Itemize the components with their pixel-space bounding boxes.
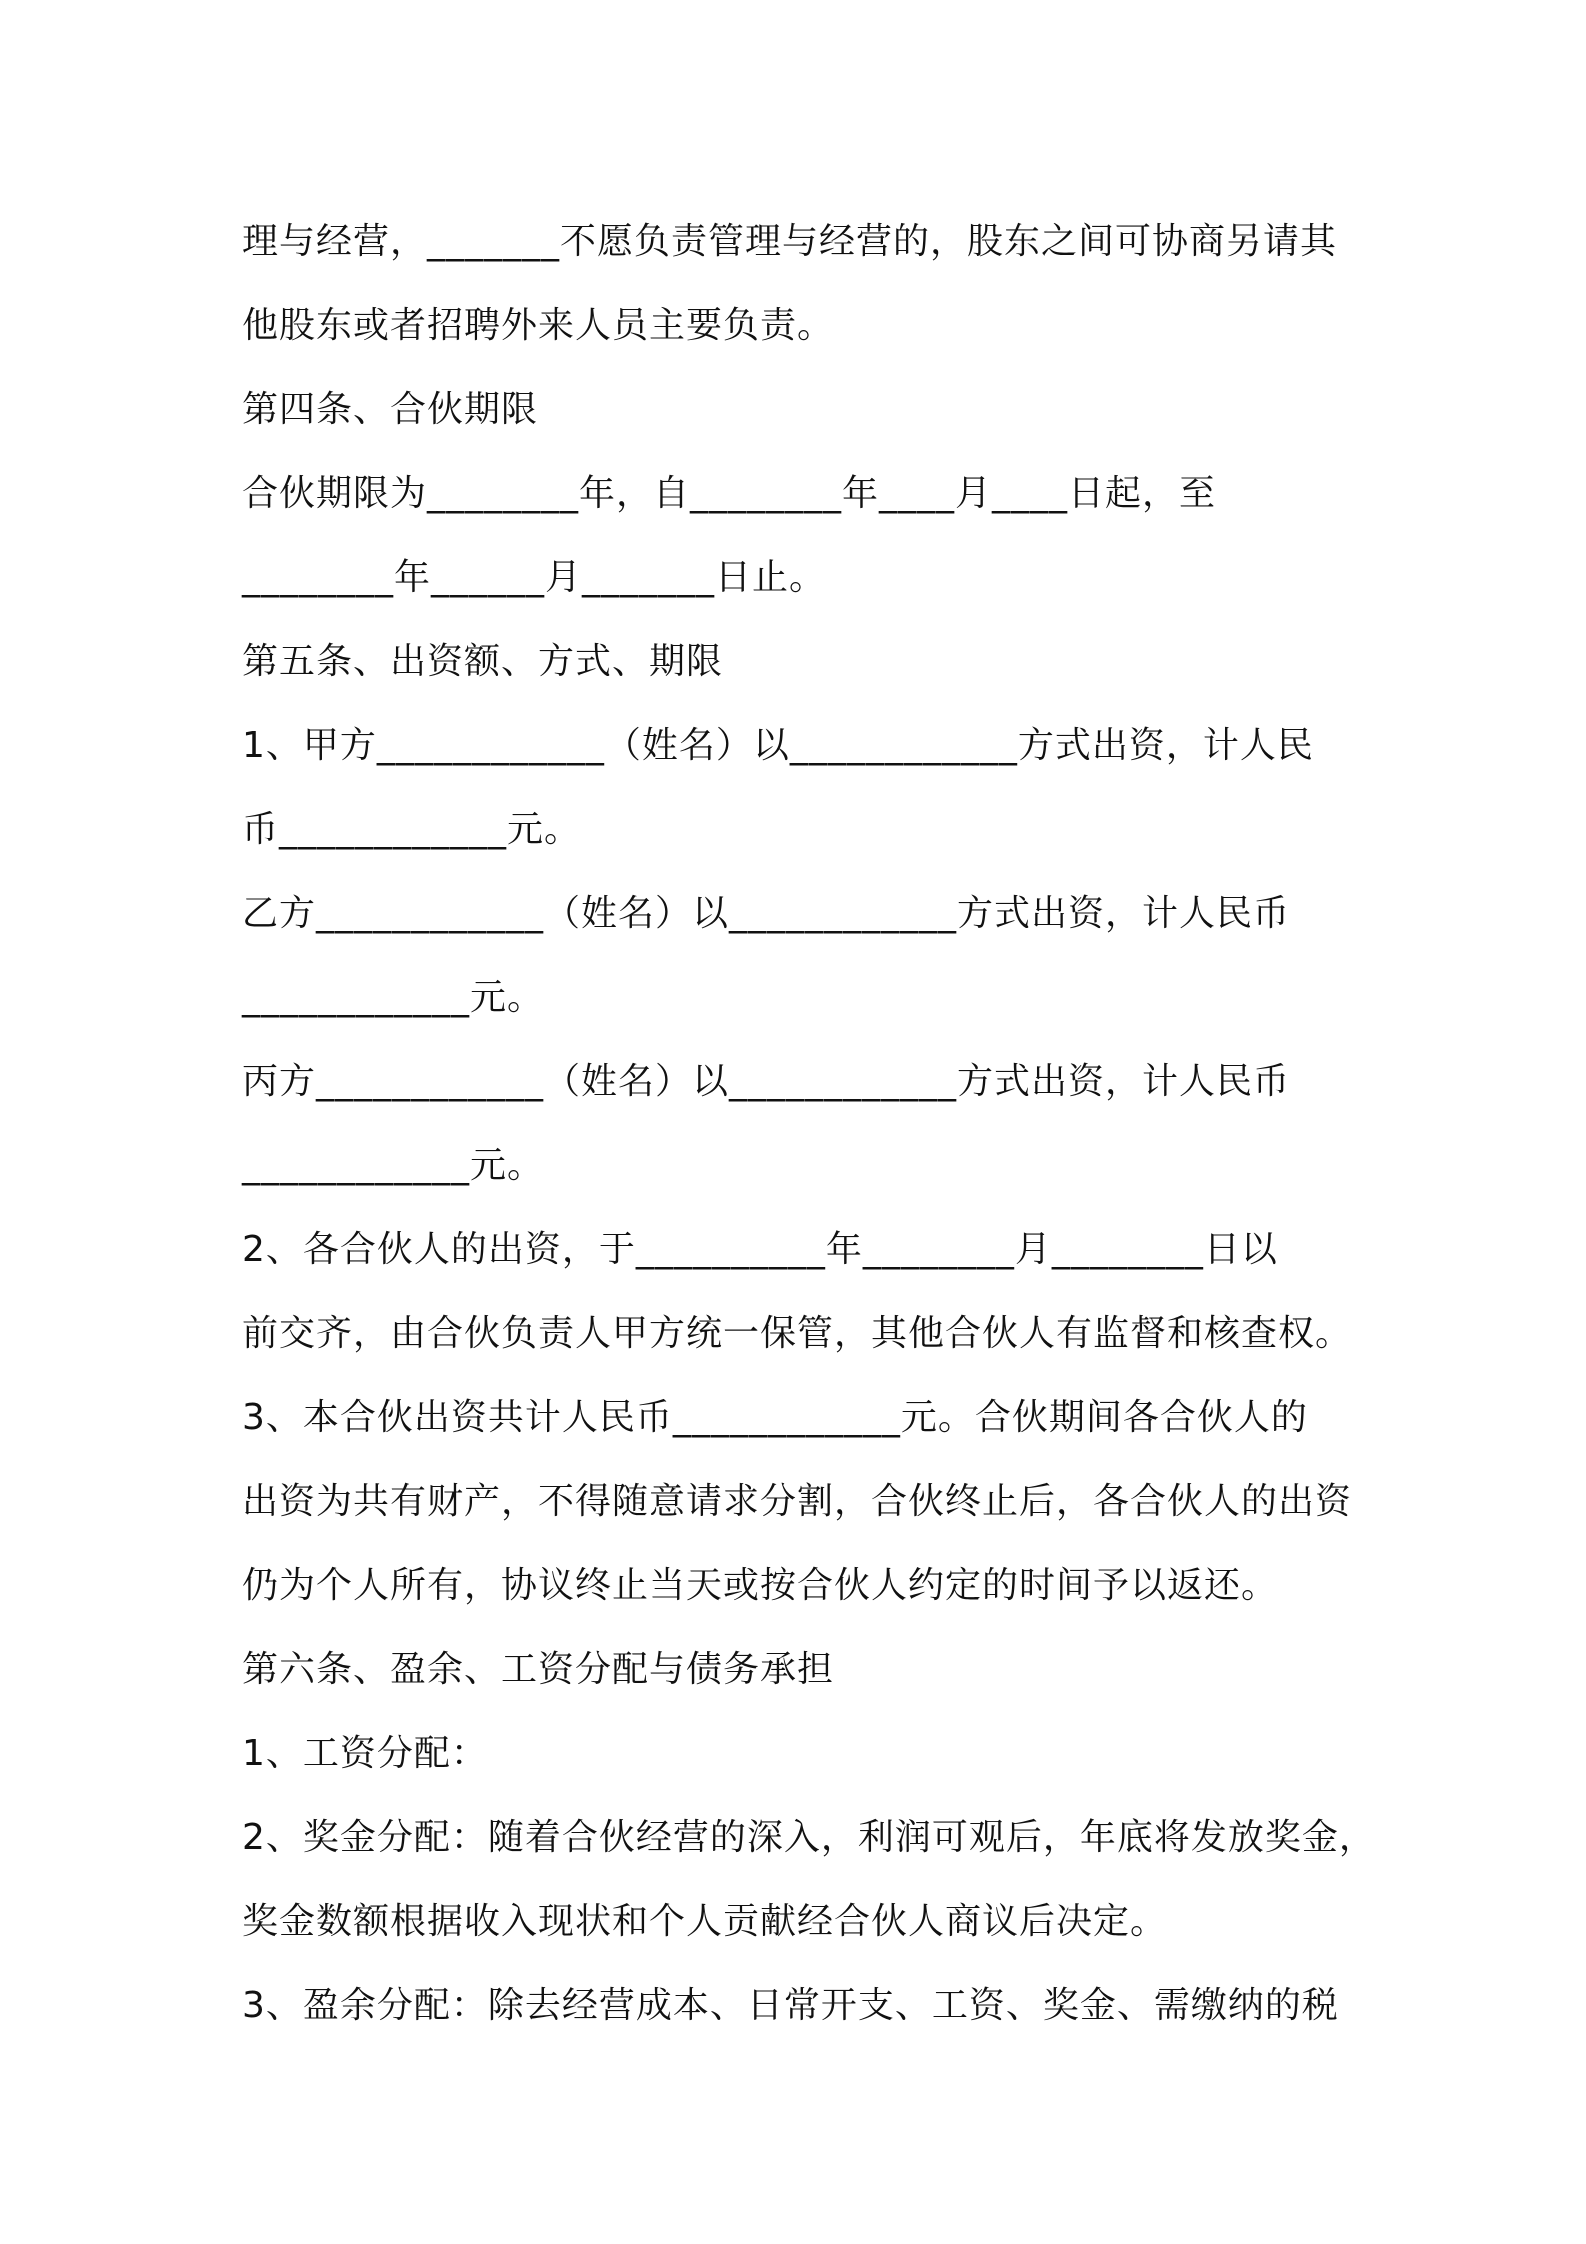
text-line: 乙方____________（姓名）以____________方式出资，计人民币: [242, 893, 1291, 934]
text-line: ____________元。: [242, 977, 545, 1018]
section-heading: 第四条、合伙期限: [242, 389, 539, 430]
text-line: 丙方____________（姓名）以____________方式出资，计人民币: [242, 1061, 1291, 1102]
text-line: 奖金数额根据收入现状和个人贡献经合伙人商议后决定。: [242, 1901, 1168, 1942]
section-heading: 第五条、出资额、方式、期限: [242, 641, 724, 682]
text-line: 出资为共有财产，不得随意请求分割，合伙终止后，各合伙人的出资: [242, 1481, 1353, 1522]
section-heading: 第六条、盈余、工资分配与债务承担: [242, 1649, 835, 1690]
text-line: 2、各合伙人的出资，于__________年________月________日以: [242, 1229, 1278, 1270]
text-line: 3、盈余分配：除去经营成本、日常开支、工资、奖金、需缴纳的税: [242, 1985, 1339, 2026]
text-line: 他股东或者招聘外来人员主要负责。: [242, 305, 835, 346]
text-line: 1、工资分配：: [242, 1733, 488, 1774]
text-line: ____________元。: [242, 1145, 545, 1186]
text-line: 仍为个人所有，协议终止当天或按合伙人约定的时间予以返还。: [242, 1565, 1279, 1606]
text-line: 理与经营，_______不愿负责管理与经营的，股东之间可协商另请其: [242, 221, 1338, 262]
text-line: ________年______月_______日止。: [242, 557, 827, 598]
text-line: 前交齐，由合伙负责人甲方统一保管，其他合伙人有监督和核查权。: [242, 1313, 1353, 1354]
text-line: 1、甲方____________（姓名）以____________方式出资，计人民: [242, 725, 1314, 766]
text-line: 2、奖金分配：随着合伙经营的深入，利润可观后，年底将发放奖金，: [242, 1817, 1376, 1858]
text-line: 币____________元。: [242, 809, 582, 850]
text-line: 3、本合伙出资共计人民币____________元。合伙期间各合伙人的: [242, 1397, 1308, 1438]
document-body: [242, 200, 1376, 2048]
text-line: 合伙期限为________年，自________年____月____日起，至: [242, 473, 1217, 514]
